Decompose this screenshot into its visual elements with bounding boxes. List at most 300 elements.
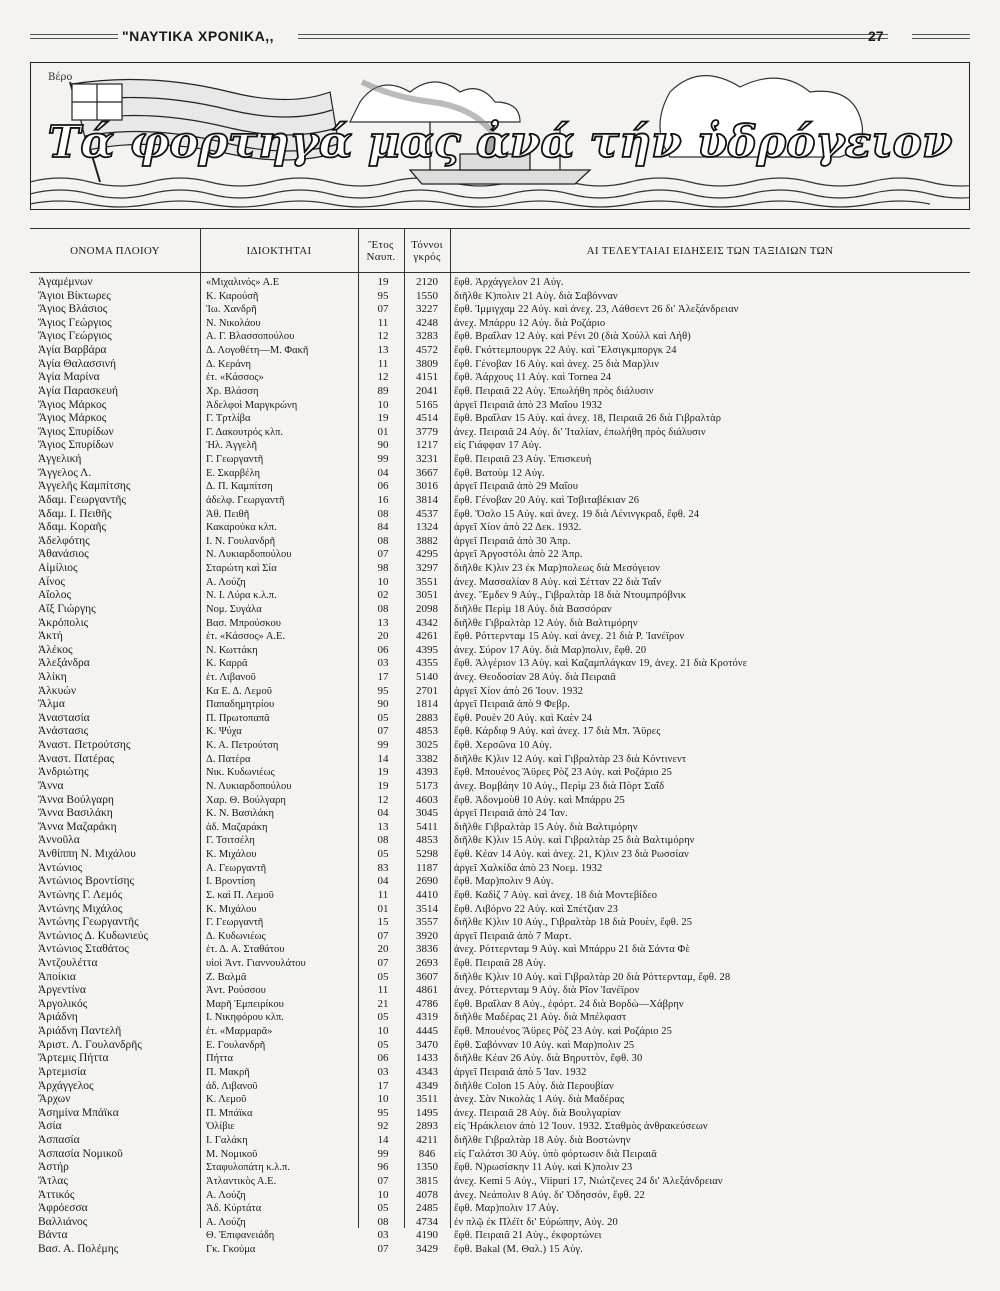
ship-name: Ἀγγελῆς Καμπίτσης <box>38 480 131 493</box>
table-row <box>30 1011 970 1025</box>
owner-name: Κ. Μιχάλου <box>206 849 257 861</box>
ship-name: Ἄννα <box>38 779 64 792</box>
owner-name: Θ. Ἐπιφανειάδη <box>206 1230 275 1242</box>
col-tons-line2: γκρός <box>413 250 441 263</box>
table-row <box>30 426 970 440</box>
voyage-news: διῆλθε Γιβραλτὰρ 12 Αὐγ. διὰ Βαλτιμόρην <box>454 617 638 629</box>
voyage-news: ἔφθ. Βραΐλαν 12 Αὐγ. καὶ Ρένι 20 (διὰ Χούλλ καὶ Λήθ) <box>454 331 691 343</box>
build-year: 20 <box>377 943 389 956</box>
gross-tons: 4514 <box>416 412 438 425</box>
gross-tons: 4342 <box>416 616 438 629</box>
owner-name: Α. Λούζη <box>206 1189 246 1201</box>
voyage-news: ἀργεῖ Ἀργοστόλι ἀπὸ 22 Ἀπρ. <box>454 549 583 561</box>
ship-name: Ἀναστασία <box>38 711 90 724</box>
owner-name: Σταφυλοπάτη κ.λ.π. <box>206 1162 290 1174</box>
table-row <box>30 548 970 562</box>
build-year: 14 <box>377 752 389 765</box>
col-news: ΑΙ ΤΕΛΕΥΤΑΙΑΙ ΕΙΔΗΣΕΙΣ ΤΩΝ ΤΑΞΙΔΙΩΝ ΤΩΝ <box>586 244 834 257</box>
ship-name: Ἅγιος Μάρκος <box>38 398 107 411</box>
col-owner: ΙΔΙΟΚΤΗΤΑΙ <box>246 244 312 257</box>
gross-tons: 846 <box>418 1147 436 1160</box>
col-tons <box>404 229 450 272</box>
ship-name: Ἀναστ. Πατέρας <box>38 752 115 765</box>
gross-tons: 4410 <box>416 888 438 901</box>
table-row <box>30 671 970 685</box>
magazine-title: "ΝΑΥΤΙΚΑ ΧΡΟΝΙΚΑ,, <box>122 28 275 44</box>
ship-name: Ἄγγελος Λ. <box>38 466 92 479</box>
table-row <box>30 1080 970 1094</box>
gross-tons: 1187 <box>416 861 438 874</box>
ship-name: Ἀκτή <box>38 630 63 643</box>
voyage-news: ἔφθ. Μπουένος Ἅϋρες Ρὸζ 23 Αὐγ. καὶ Ροζάριο 25 <box>454 1026 672 1038</box>
owner-name: Ἀδ. Κύρτάτα <box>206 1203 262 1215</box>
table-row <box>30 290 970 304</box>
gross-tons: 3045 <box>416 807 438 820</box>
voyage-news: ἔφθ. Χερσῶνα 10 Αὐγ. <box>454 740 553 752</box>
gross-tons: 1814 <box>416 698 438 711</box>
table-row <box>30 685 970 699</box>
table-row <box>30 480 970 494</box>
voyage-news: ἀργεῖ Πειραιᾶ ἀπὸ 30 Ἀπρ. <box>454 535 571 547</box>
table-row <box>30 521 970 535</box>
gross-tons: 3470 <box>416 1038 438 1051</box>
ship-name: Ἀδαμ. Κοραῆς <box>38 521 107 534</box>
voyage-news: ἔφθ. Ἀρχάγγελον 21 Αὐγ. <box>454 277 564 288</box>
ship-name: Ἀναστ. Πετρούτσης <box>38 739 131 752</box>
build-year: 90 <box>377 698 389 711</box>
owner-name: ἀδ. Λιβανοῦ <box>206 1080 258 1092</box>
owner-name: «Μιχαλινός» Α.Ε <box>206 277 280 288</box>
build-year: 10 <box>377 1025 389 1038</box>
gross-tons: 4853 <box>416 725 438 738</box>
ship-table <box>30 228 970 1256</box>
build-year: 99 <box>377 1147 389 1160</box>
build-year: 19 <box>377 412 389 425</box>
table-row <box>30 494 970 508</box>
table-row <box>30 1216 970 1230</box>
col-ship-name: ΟΝΟΜΑ ΠΛΟΙΟΥ <box>70 244 160 257</box>
owner-name: Χαρ. Θ. Βούλγαρη <box>206 794 286 806</box>
owner-name: Παπαδημητρίου <box>206 699 275 711</box>
gross-tons: 4248 <box>416 316 438 329</box>
voyage-news: ἀνεχ. Θεοδοσίαν 28 Αὐγ. διὰ Πειραιᾶ <box>454 671 616 683</box>
build-year: 12 <box>377 793 389 806</box>
voyage-news: ἀνεχ. Βομβάην 10 Αὐγ., Περὶμ 23 διὰ Πὸρτ Σαΐδ <box>454 780 665 792</box>
owner-name: Ἀντ. Ρούσσου <box>206 985 266 997</box>
ship-name: Ἀλκυών <box>38 684 77 697</box>
col-year-line1: Ἔτος <box>368 238 394 251</box>
ship-name: Ἀνάστασις <box>38 725 89 738</box>
gross-tons: 3779 <box>416 425 438 438</box>
ship-name: Ἅγιος Σπυρίδων <box>38 425 114 438</box>
table-header <box>30 228 970 273</box>
voyage-news: ἀνεχ. Ἔμδεν 9 Αὐγ., Γιβραλτὰρ 18 διὰ Ντουμπρόβνικ <box>454 590 687 602</box>
ship-name: Ἀλεξάνδρα <box>38 657 90 670</box>
build-year: 08 <box>377 507 389 520</box>
col-tons-line1: Τόννοι <box>411 238 443 251</box>
voyage-news: διῆλθε Κ)πολιν 21 Αὐγ. διὰ Σαβόνναν <box>454 290 618 302</box>
build-year: 05 <box>377 1038 389 1051</box>
table-row <box>30 998 970 1012</box>
gross-tons: 4537 <box>416 507 438 520</box>
build-year: 06 <box>377 1052 389 1065</box>
owner-name: ἑτ. «Μαρμαρᾶ» <box>206 1026 273 1038</box>
voyage-news: ἔφθ. Σαβόνναν 10 Αὐγ. καὶ Μαρ)πολιν 25 <box>454 1039 635 1051</box>
table-row <box>30 562 970 576</box>
owner-name: ἑτ. «Κάσσος» <box>206 372 264 384</box>
gross-tons: 4786 <box>416 997 438 1010</box>
ship-name: Ἀντώνης Γ. Λεμός <box>38 888 123 901</box>
ship-name: Ἀθανάσιος <box>38 548 89 561</box>
build-year: 08 <box>377 834 389 847</box>
ship-name: Ἄρτεμις Πήττα <box>38 1052 109 1065</box>
voyage-news: ἀνεχ. Πειραιᾶ 28 Αὐγ. διὰ Βουλγαρίαν <box>454 1107 621 1119</box>
table-row <box>30 739 970 753</box>
build-year: 90 <box>377 439 389 452</box>
ship-name: Ἀνδριώτης <box>38 766 89 779</box>
gross-tons: 1324 <box>416 521 438 534</box>
gross-tons: 2485 <box>416 1202 438 1215</box>
owner-name: Γ. Δακουτρός κλπ. <box>206 426 284 438</box>
gross-tons: 2701 <box>416 684 438 697</box>
build-year: 92 <box>377 1120 389 1133</box>
ship-name: Βασ. Α. Πολέμης <box>38 1243 119 1256</box>
voyage-news: ἔφθ. Βραΐλαν 15 Αὐγ. καὶ ἀνεχ. 18, Πειραιᾶ 26 διὰ Γιβραλτὰρ <box>454 413 722 425</box>
build-year: 05 <box>377 1202 389 1215</box>
owner-name: Κ. Ψύχα <box>206 726 242 738</box>
ship-name: Ἀντώνης Γεωργαντῆς <box>38 916 139 929</box>
ship-name: Ἀντώνης Μιχάλος <box>38 902 123 915</box>
ship-name: Ἀσπασία Νομικοῦ <box>38 1147 123 1160</box>
owner-name: Ν. Ι. Λύρα κ.λ.π. <box>206 590 277 602</box>
voyage-news: διῆλθε Κέαν 26 Αὐγ. διὰ Βηρυττὸν, ἔφθ. 30 <box>454 1053 643 1065</box>
gross-tons: 4295 <box>416 548 438 561</box>
table-row <box>30 1202 970 1216</box>
table-row <box>30 1161 970 1175</box>
table-row <box>30 903 970 917</box>
ship-name: Ἅγιος Γεώργιος <box>38 330 112 343</box>
gross-tons: 4319 <box>416 1011 438 1024</box>
table-row <box>30 535 970 549</box>
ship-name: Ἅγιος Μάρκος <box>38 412 107 425</box>
voyage-news: ἀνεχ. Ρόττερνταμ 9 Αὐγ. διὰ Ρῖον Ἰανέϊρον <box>454 985 640 997</box>
owner-name: Κ. Λεμοῦ <box>206 1094 247 1106</box>
table-row <box>30 875 970 889</box>
header-rule <box>912 34 970 35</box>
table-row <box>30 766 970 780</box>
voyage-news: ἔφθ. Μαρ)πολιν 17 Αὐγ. <box>454 1203 559 1215</box>
owner-name: Βασ. Μπρούσκου <box>206 617 281 629</box>
build-year: 13 <box>377 344 389 357</box>
ship-name: Ἀστήρ <box>38 1161 69 1174</box>
voyage-news: διῆλθε Κ)λιν 10 Αὐγ. καὶ Γιβραλτὰρ 20 διὰ Ρόττερνταμ, ἔφθ. 28 <box>454 971 731 983</box>
table-row <box>30 1148 970 1162</box>
header-rule <box>298 34 888 35</box>
table-row <box>30 834 970 848</box>
voyage-news: ἔφθ. Ἀάρχους 11 Αὐγ. καὶ Tornea 24 <box>454 372 612 384</box>
build-year: 83 <box>377 861 389 874</box>
table-row <box>30 848 970 862</box>
gross-tons: 3815 <box>416 1174 438 1187</box>
voyage-news: ἀργεῖ Πειραιᾶ ἀπὸ 29 Μαΐου <box>454 481 579 493</box>
table-row <box>30 371 970 385</box>
owner-name: Ἀδελφοὶ Μαργκρώνη <box>206 399 298 411</box>
table-row <box>30 1189 970 1203</box>
table-row <box>30 385 970 399</box>
owner-name: Δ. Π. Καμπίτση <box>206 481 273 493</box>
table-row <box>30 1134 970 1148</box>
voyage-news: ἀργεῖ Πειραιᾶ ἀπὸ 5 Ἰαν. 1932 <box>454 1066 587 1078</box>
voyage-news: ἔφθ. Πειραιᾶ 23 Αὐγ. Ἐπισκευὴ <box>454 454 592 466</box>
gross-tons: 4393 <box>416 766 438 779</box>
gross-tons: 3814 <box>416 493 438 506</box>
voyage-news: ἀργεῖ Πειραιᾶ ἀπὸ 7 Μαρτ. <box>454 930 572 942</box>
build-year: 07 <box>377 1243 389 1256</box>
table-row <box>30 344 970 358</box>
owner-name: Γ. Γεωργαντῆ <box>206 917 264 929</box>
table-row <box>30 971 970 985</box>
build-year: 95 <box>377 684 389 697</box>
voyage-news: ἐν πλῷ ἐκ Πλέϊτ δι' Εὐρώπην, Αὐγ. 20 <box>454 1216 618 1228</box>
table-row <box>30 439 970 453</box>
gross-tons: 1350 <box>416 1161 438 1174</box>
build-year: 01 <box>377 425 389 438</box>
owner-name: Ι. Νικηφόρου κλπ. <box>206 1012 284 1024</box>
build-year: 08 <box>377 602 389 615</box>
table-row <box>30 780 970 794</box>
build-year: 12 <box>377 330 389 343</box>
gross-tons: 4395 <box>416 643 438 656</box>
voyage-news: ἔφθ. Πειραιᾶ 21 Αὐγ., ἐκφορτώνει <box>454 1230 602 1242</box>
gross-tons: 2041 <box>416 384 438 397</box>
gross-tons: 3025 <box>416 739 438 752</box>
ship-name: Ἄτλας <box>38 1174 68 1187</box>
owner-name: Ν. Κωττάκη <box>206 644 258 656</box>
ship-name: Ἁγία Παρασκευή <box>38 384 119 397</box>
voyage-news: ἔφθ. Βατοὺμ 12 Αὐγ. <box>454 467 545 479</box>
ship-name: Αἴξ Γιώργης <box>38 602 96 615</box>
voyage-news: ἔφθ. Πειραιᾶ 28 Αὐγ. <box>454 958 546 969</box>
table-row <box>30 1066 970 1080</box>
table-row <box>30 576 970 590</box>
table-row <box>30 1175 970 1189</box>
voyage-news: ἔφθ. Βραΐλαν 8 Αὐγ., ἐφόρτ. 24 διὰ Βορδὼ—Χάβρην <box>454 998 684 1010</box>
build-year: 96 <box>377 1161 389 1174</box>
owner-name: ἑτ. Δ. Α. Σταθάτου <box>206 944 285 956</box>
table-row <box>30 276 970 290</box>
owner-name: Ν. Νικολάου <box>206 317 261 329</box>
gross-tons: 4190 <box>416 1229 438 1242</box>
build-year: 05 <box>377 711 389 724</box>
gross-tons: 5173 <box>416 779 438 792</box>
ship-name: Ἀσπασία <box>38 1134 80 1147</box>
build-year: 11 <box>377 888 389 901</box>
ship-name: Ἅγιος Γεώργιος <box>38 316 112 329</box>
voyage-news: ἔφθ. Ρόττερνταμ 15 Αὐγ. καὶ ἀνεχ. 21 διὰ Ρ. Ἰανέϊρον <box>454 631 685 643</box>
running-header <box>30 28 970 48</box>
table-row <box>30 753 970 767</box>
ship-name: Ἀγγελική <box>38 453 82 466</box>
table-row <box>30 603 970 617</box>
table-row <box>30 1025 970 1039</box>
ship-name: Ἀντώνιος <box>38 861 83 874</box>
gross-tons: 4349 <box>416 1079 438 1092</box>
ship-name: Ἀσία <box>38 1120 62 1133</box>
ship-name: Αἴολος <box>38 589 72 602</box>
voyage-news: διῆλθε Κ)λιν 23 ἐκ Μαρ)πολεως διὰ Μεσόγειον <box>454 563 660 575</box>
owner-name: Χρ. Βλάσση <box>206 385 259 397</box>
table-row <box>30 630 970 644</box>
ship-name: Ἀργολικός <box>38 997 88 1010</box>
build-year: 21 <box>377 997 389 1010</box>
gross-tons: 3809 <box>416 357 438 370</box>
table-row <box>30 930 970 944</box>
table-row <box>30 889 970 903</box>
voyage-news: ἀνεχ. Σύρον 17 Αὐγ. διὰ Μαρ)πολιν, ἔφθ. 20 <box>454 644 647 656</box>
voyage-news: ἔφθ. Μπουένος Ἅϋρες Ρὸζ 23 Αὐγ. καὶ Ροζάριο 25 <box>454 767 672 779</box>
owner-name: Κ. Μιχάλου <box>206 903 257 915</box>
owner-name: Γ. Τσιτσέλη <box>206 835 255 847</box>
voyage-news: διῆλθε Μαδέρας 21 Αὐγ. διὰ Μπέλφαστ <box>454 1012 627 1024</box>
gross-tons: 4861 <box>416 984 438 997</box>
owner-name: Ι. Ν. Γουλανδρῆ <box>206 535 276 547</box>
ship-name: Ἄννα Βασιλάκη <box>38 807 113 820</box>
build-year: 04 <box>377 466 389 479</box>
voyage-news: ἔφθ. Πειραιᾶ 22 Αὐγ. Ἐπωλήθη πρὸς διάλυσιν <box>454 385 654 397</box>
build-year: 07 <box>377 929 389 942</box>
ship-name: Ἀρχάγγελος <box>38 1079 94 1092</box>
col-year-line2: Ναυπ. <box>366 250 396 263</box>
build-year: 04 <box>377 807 389 820</box>
table-row <box>30 984 970 998</box>
build-year: 19 <box>377 779 389 792</box>
owner-name: Ι. Γαλάκη <box>206 1135 248 1147</box>
voyage-news: ἔφθ. Ρουὲν 20 Αὐγ. καὶ Καὲν 24 <box>454 712 593 724</box>
build-year: 12 <box>377 371 389 384</box>
build-year: 20 <box>377 630 389 643</box>
owner-name: Κ. Α. Πετρούτση <box>206 740 279 752</box>
header-rule <box>30 38 118 39</box>
ship-name: Ἅγιος Σπυρίδων <box>38 439 114 452</box>
owner-name: Κακαρούκα κλπ. <box>206 522 277 534</box>
gross-tons: 3511 <box>416 1093 438 1106</box>
ship-name: Ἀντώνιος Δ. Κυδωνιεύς <box>38 929 149 942</box>
table-row <box>30 1243 970 1257</box>
voyage-news: διῆλθε Περὶμ 18 Αὐγ. διὰ Βασσόραν <box>454 603 612 615</box>
owner-name: Γ. Γεωργαντῆ <box>206 454 264 466</box>
gross-tons: 3227 <box>416 303 438 316</box>
voyage-news: ἔφθ. Ἰμμιγχαμ 22 Αὐγ. καὶ ἀνεχ. 23, Λάθσεντ 26 δι' Ἀλεξάνδρειαν <box>454 304 739 316</box>
table-row <box>30 303 970 317</box>
gross-tons: 3382 <box>416 752 438 765</box>
voyage-news: εἰς Ἡράκλειον ἀπὸ 12 Ἰουν. 1932. Σταθμὸς ἀνθρακεύσεων <box>454 1121 708 1133</box>
voyage-news: ἀνεχ. Μασσαλίαν 8 Αὐγ. καὶ Σέτταν 22 διὰ Ταΐν <box>454 576 662 588</box>
voyage-news: ἔφθ. Μαρ)πολιν 9 Αὐγ. <box>454 876 554 888</box>
owner-name: υἱοὶ Ἀντ. Γιαννουλάτου <box>206 958 306 969</box>
gross-tons: 2893 <box>416 1120 438 1133</box>
ship-name: Ἀδελφότης <box>38 534 90 547</box>
build-year: 07 <box>377 725 389 738</box>
owner-name: Πήττα <box>206 1053 234 1065</box>
gross-tons: 4445 <box>416 1025 438 1038</box>
gross-tons: 4078 <box>416 1188 438 1201</box>
table-row <box>30 657 970 671</box>
voyage-news: ἀνεχ. Νεάπολιν 8 Αὐγ. δι' Ὀδησσόν, ἔφθ. 22 <box>454 1189 645 1201</box>
owner-name: Σταρώτη καὶ Σία <box>206 563 277 575</box>
voyage-news: ἔφθ. Γένοβαν 16 Αὐγ. καὶ ἀνεχ. 25 διὰ Μαρ)λιν <box>454 358 660 370</box>
owner-name: Ν. Λυκιαρδοπούλου <box>206 549 292 561</box>
owner-name: Κ. Καρούσῆ <box>206 290 259 302</box>
owner-name: Π. Μπάϊκα <box>206 1107 253 1119</box>
gross-tons: 4343 <box>416 1065 438 1078</box>
gross-tons: 1495 <box>416 1106 438 1119</box>
ship-name: Ἀργεντίνα <box>38 984 86 997</box>
ship-name: Αἰμίλιος <box>38 562 78 575</box>
build-year: 03 <box>377 657 389 670</box>
voyage-news: ἔφθ. Ἀδονμοὺθ 10 Αὐγ. καὶ Μπάρρυ 25 <box>454 794 625 806</box>
voyage-news: εἰς Γιάφφαν 17 Αὐγ. <box>454 440 542 452</box>
owner-name: Ε. Σκαρβέλη <box>206 467 260 479</box>
voyage-news: ἔφθ. Ν)ρωσίσκην 11 Αὐγ. καὶ Κ)πολιν 23 <box>454 1162 633 1174</box>
owner-name: Π. Πρωτοπαπᾶ <box>206 712 270 724</box>
table-row <box>30 862 970 876</box>
voyage-news: ἀνεχ. Σὰν Νικολὰς 1 Αὐγ. διὰ Μαδέρας <box>454 1094 625 1106</box>
ship-name: Ἀλέκος <box>38 643 73 656</box>
ship-name: Ἀντώνιος Βροντίσης <box>38 875 135 888</box>
voyage-news: διῆλθε Κ)λιν 10 Αὐγ., Γιβραλτὰρ 18 διὰ Ρουὲν, ἔφθ. 25 <box>454 917 693 929</box>
owner-name: Ν. Λυκιαρδοπούλου <box>206 780 292 792</box>
owner-name: Μ. Νομικοῦ <box>206 1148 258 1160</box>
ship-name: Ἀκρόπολις <box>38 616 89 629</box>
voyage-news: ἔφθ. Κέαν 14 Αὐγ. καὶ ἀνεχ. 21, Κ)λιν 23 διὰ Ρωσσίαν <box>454 849 689 861</box>
owner-name: Κα Ε. Δ. Λεμοῦ <box>206 685 272 697</box>
owner-name: Σ. καὶ Π. Λεμοῦ <box>206 889 274 901</box>
table-row <box>30 467 970 481</box>
owner-name: Π. Μακρῆ <box>206 1066 250 1078</box>
voyage-news: ἔφθ. Ἀλγέριον 13 Αὐγ. καὶ Καζαμπλάγκαν 19, ἀνεχ. 21 διὰ Κροτόνε <box>454 658 748 670</box>
ship-name: Ἀρτεμισία <box>38 1065 87 1078</box>
owner-name: Δ. Λογοθέτη—Μ. Φακῆ <box>206 345 309 357</box>
header-rule <box>912 38 970 39</box>
voyage-news: ἔφθ. Λιβόρνο 22 Αὐγ. καὶ Σπέτζιαν 23 <box>454 903 618 915</box>
owner-name: ἀδ. Μαζαράκη <box>206 821 268 833</box>
build-year: 05 <box>377 970 389 983</box>
ship-name: Ἄρχων <box>38 1093 71 1106</box>
voyage-news: ἔφθ. Ὄσλο 15 Αὐγ. καὶ ἀνεχ. 19 διὰ Λένινγκραδ, ἔφθ. 24 <box>454 508 700 520</box>
table-row <box>30 589 970 603</box>
gross-tons: 3016 <box>416 480 438 493</box>
ship-name: Ἀττικός <box>38 1188 75 1201</box>
table-row <box>30 725 970 739</box>
ship-name: Ἀδαμ. Γεωργαντῆς <box>38 493 126 506</box>
build-year: 03 <box>377 1229 389 1242</box>
table-row <box>30 317 970 331</box>
gross-tons: 4572 <box>416 344 438 357</box>
owner-name: Α. Λούζη <box>206 576 246 588</box>
voyage-news: διῆλθε Γιβραλτὰρ 15 Αὐγ. διὰ Βαλτιμόρην <box>454 821 638 833</box>
build-year: 17 <box>377 1079 389 1092</box>
owner-name: Ὀλίβιε <box>206 1121 235 1133</box>
gross-tons: 3429 <box>416 1243 438 1256</box>
build-year: 98 <box>377 562 389 575</box>
gross-tons: 2883 <box>416 711 438 724</box>
voyage-news: ἔφθ. Bakal (Μ. Θαλ.) 15 Αὐγ. <box>454 1244 583 1256</box>
table-row <box>30 1052 970 1066</box>
table-row <box>30 916 970 930</box>
build-year: 01 <box>377 902 389 915</box>
ship-name: Ἁγία Μαρίνα <box>38 371 100 384</box>
gross-tons: 4211 <box>416 1134 438 1147</box>
